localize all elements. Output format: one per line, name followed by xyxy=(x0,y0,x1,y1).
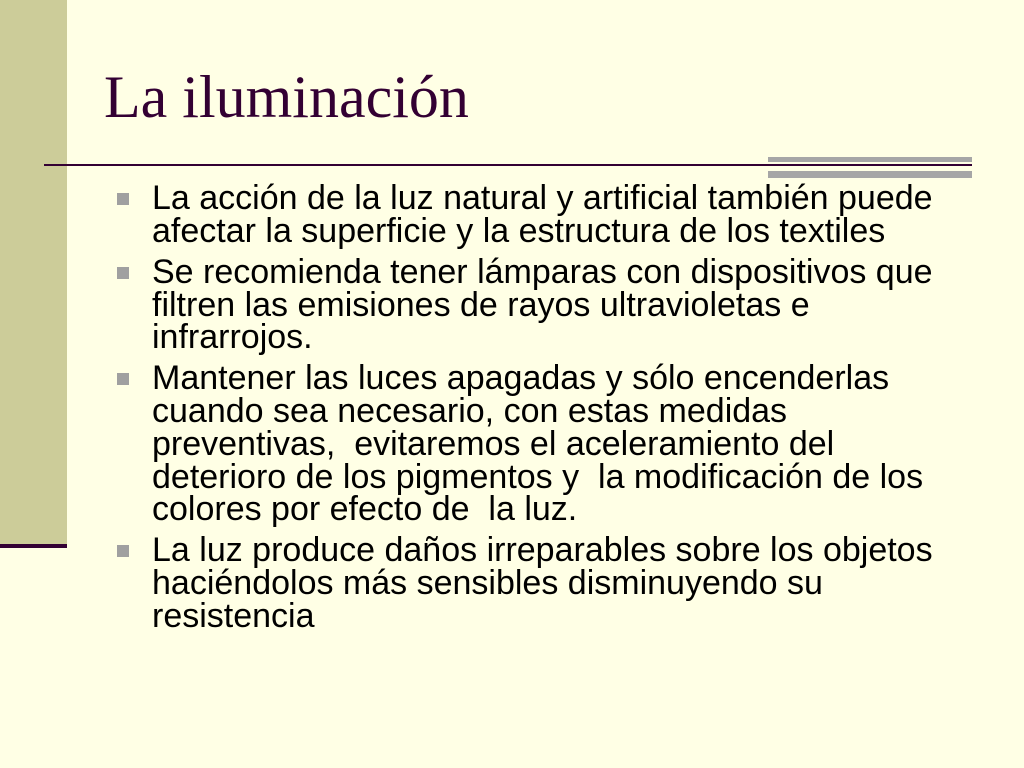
bullet-text xyxy=(0,252,1024,357)
bullet-text xyxy=(0,179,1024,250)
bullet-text xyxy=(0,359,1024,529)
accent-bar-top xyxy=(768,157,972,162)
bullet-item xyxy=(0,252,1024,357)
square-bullet-icon xyxy=(117,193,129,205)
bullet-line: Mantener las luces apagadas y sólo encenderlas xyxy=(152,359,890,398)
bullet-line: haciéndolos más sensibles disminuyendo su xyxy=(152,564,823,603)
bullet-line: filtren las emisiones de rayos ultravioletas e xyxy=(152,285,810,324)
bullet-item xyxy=(0,359,1024,529)
bullet-line: deterioro de los pigmentos y la modificación de los xyxy=(152,457,924,496)
bullet-line: preventivas, evitaremos el aceleramiento del xyxy=(152,424,835,463)
bullet-item xyxy=(0,531,1024,635)
title-divider xyxy=(44,164,972,166)
slide-title: La iluminación xyxy=(104,64,469,130)
bullet-line: La luz produce daños irreparables sobre los objetos xyxy=(152,531,933,570)
bullet-line: afectar la superficie y la estructura de los textiles xyxy=(152,211,886,250)
square-bullet-icon xyxy=(117,545,129,557)
bullet-line: cuando sea necesario, con estas medidas xyxy=(152,392,788,431)
accent-bar-bottom xyxy=(768,171,972,178)
square-bullet-icon xyxy=(117,373,129,385)
square-bullet-icon xyxy=(117,267,129,279)
bullet-line: resistencia xyxy=(152,596,315,635)
bullet-line: Se recomienda tener lámparas con dispositivos que xyxy=(152,252,933,291)
bullet-line: colores por efecto de la luz. xyxy=(152,490,578,529)
bullet-list xyxy=(0,179,1024,635)
bullet-line: La acción de la luz natural y artificial también puede xyxy=(152,179,933,217)
bullet-line: infrarrojos. xyxy=(152,318,313,357)
bullet-item xyxy=(0,179,1024,250)
bullet-text xyxy=(0,531,1024,635)
